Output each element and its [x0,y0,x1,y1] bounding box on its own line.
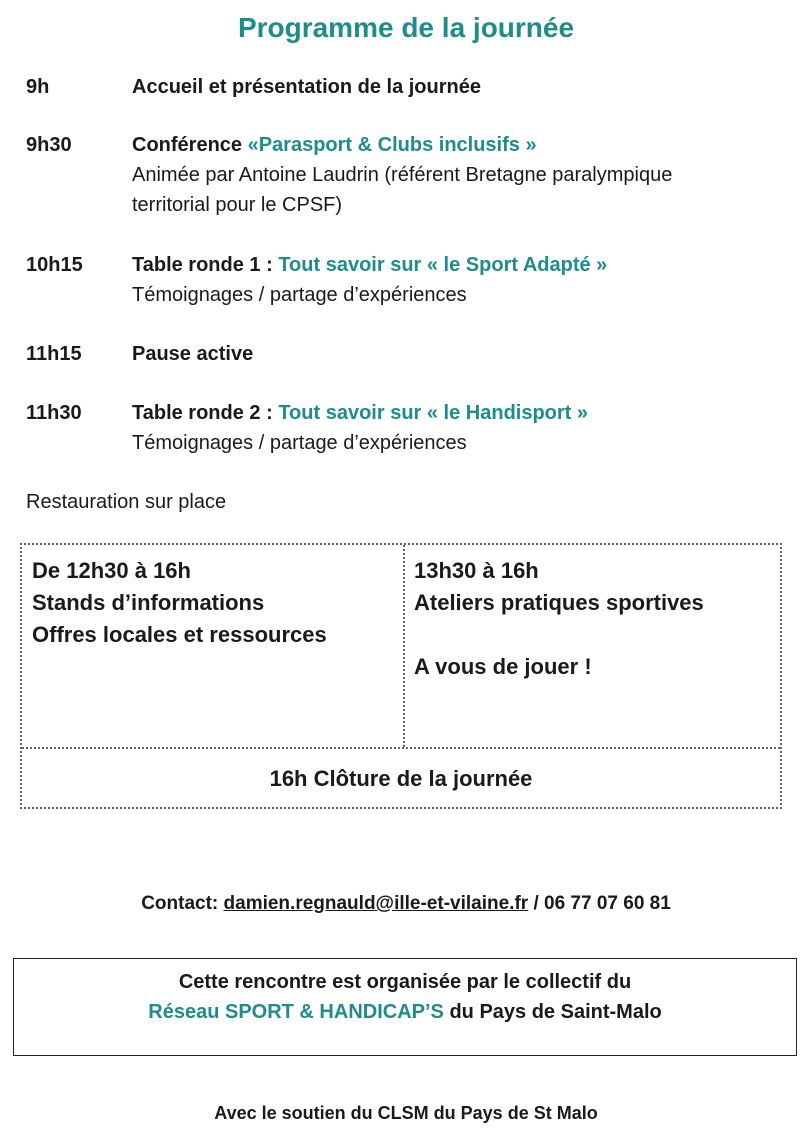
network-suffix: du Pays de Saint-Malo [443,1001,662,1023]
schedule-time: 11h30 [26,402,82,424]
table-divider-vertical [403,545,405,747]
schedule-subtitle-2: territorial pour le CPSF) [132,194,343,216]
cell-line: A vous de jouer ! [414,654,592,679]
schedule-time: 9h30 [26,134,72,156]
cell-line: De 12h30 à 16h [32,558,191,583]
schedule-label: Conférence [132,134,248,156]
schedule-time: 11h15 [26,343,82,365]
contact-phone: 06 77 07 60 81 [544,893,671,914]
schedule-item-0 [26,72,786,102]
contact-label: Contact: [141,893,224,914]
table-cell-stands [32,555,392,651]
contact-email-link[interactable]: damien.regnauld@ille-et-vilaine.fr [223,893,529,914]
network-name: Réseau SPORT & HANDICAP’S [148,1001,444,1023]
table-divider-horizontal [22,747,780,749]
schedule-highlight: Tout savoir sur « le Handisport » [278,402,589,424]
organizer-network-line [14,997,796,1027]
cell-line: 13h30 à 16h [414,558,539,583]
cell-line [414,619,774,651]
schedule-item-3 [26,339,786,369]
schedule-highlight: «Parasport & Clubs inclusifs » [247,134,537,156]
schedule-subtitle: Témoignages / partage d’expériences [132,284,467,306]
cell-line: Ateliers pratiques sportives [414,590,704,615]
support-note: Avec le soutien du CLSM du Pays de St Malo [214,1103,598,1123]
organizer-line: Cette rencontre est organisée par le collectif du [178,971,632,993]
contact-line [0,890,812,918]
schedule-label: Pause active [132,343,254,365]
schedule-time: 9h [26,76,50,98]
restauration-note: Restauration sur place [26,491,227,513]
schedule-label: Accueil et présentation de la journée [132,76,481,98]
page-title: Programme de la journée [237,12,575,43]
cell-line: Stands d’informations [32,590,265,615]
organizer-box [13,958,797,1056]
schedule-item-1 [26,130,786,220]
cell-line: Offres locales et ressources [32,622,327,647]
table-cell-ateliers [414,555,774,683]
schedule-item-2 [26,250,786,310]
schedule-item-4 [26,398,786,458]
schedule-label: Table ronde 2 : [132,402,279,424]
schedule-highlight: Tout savoir sur « le Sport Adapté » [278,254,608,276]
schedule-subtitle: Animée par Antoine Laudrin (référent Bretagne paralympique [132,164,673,186]
schedule-label: Table ronde 1 : [132,254,279,276]
schedule-time: 10h15 [26,254,83,276]
schedule-subtitle: Témoignages / partage d’expériences [132,432,467,454]
schedule-table [20,543,782,809]
contact-separator: / [528,893,545,914]
table-cell-cloture: 16h Clôture de la journée [269,766,533,791]
